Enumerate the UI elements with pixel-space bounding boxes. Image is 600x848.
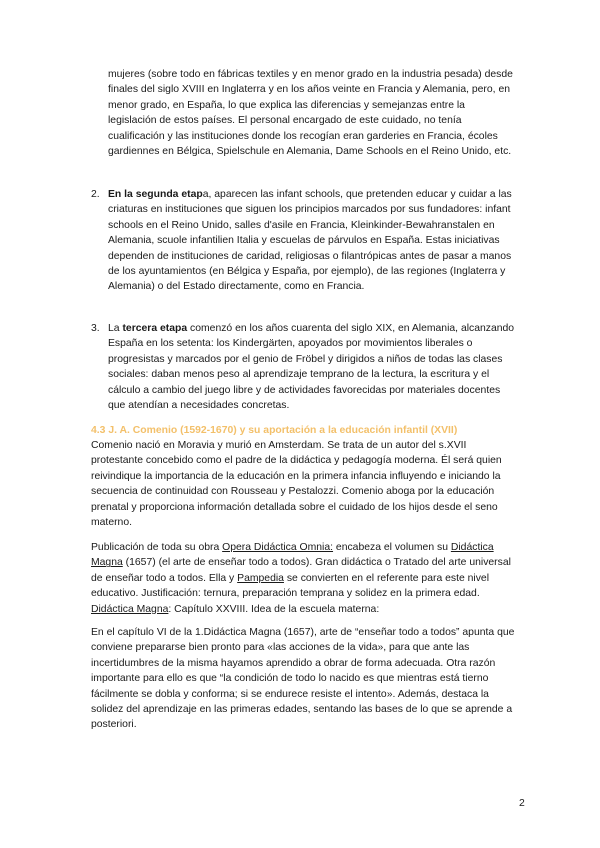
chapter-vi-paragraph: En el capítulo VI de la 1.Didáctica Magna (1657), arte de “enseñar todo a todos” apunta que conviene prepararse bien pronto para «las acciones de la vida», para que ante las incertidumbres de la misma hayamos aprendido a obrar de forma adecuada. Otra razón importante para ello es que “la condición de todo lo nacido es que mientras está tierno fácilmente se dobla y conforma; si se endurece resiste el intento». Además, destaca la solidez del aprendizaje en las primeras edades, sentando las bases de lo que se aprende a posteriori. xyxy=(91,627,515,731)
list-item-text: a, aparecen las infant schools, que pretenden educar y cuidar a las criaturas en instituciones que siguen los principios marcados por sus fundadores: infant schools en el Reino Unido, salles d'asile en Francia, Kleinkinder-Bewahranstalen en Alemania, scuole infantilien Italia y escuelas de párvulos en España. Estas iniciativas dependen de instituciones de caridad, religiosas o filantrópicas antes de pasar a manos de los ayuntamientos (en Bélgica y España, por ejemplo), de las regiones (Inglaterra y Alemania) o del Estado directamente, como en Francia. xyxy=(108,189,512,293)
list-item-text: comenzó en los años cuarenta del siglo XIX, en Alemania, alcanzando España en los setenta: los Kindergärten, apoyados por movimientos liberales o progresistas y marcados por el genio de Fröbel y dirigidos a niños de todas las clases sociales: daban menos peso al aprendizaje temprano de la lectura, la escritura y el cálculo a cambio del juego libre y de actividades favorecidas por materiales docentes que atendían a necesidades concretas. xyxy=(108,323,515,412)
work-title-opera-didactica-omnia: Opera Didáctica Omnia: xyxy=(222,542,334,553)
list-item-body xyxy=(108,187,515,295)
intro-paragraph: mujeres (sobre todo en fábricas textiles y en menor grado en la industria pesada) desde finales del siglo XVIII en Inglaterra y en los años veinte en Francia y Alemania, pero, en menor grado, en España, lo que explica las diferencias y semejanzas entre la legislación de estos países. El personal encargado de este cuidado, no tenía cualificación y las instituciones donde los recogían eran garderies en Francia, écoles gardiennes en Bélgica, Spielschule en Alemania, Dame Schools en el Reino Unido, etc. xyxy=(108,69,513,158)
work-title-didactica-magna: Didáctica Magna xyxy=(91,542,494,569)
list-item-bold-term: En la segunda etap xyxy=(108,189,203,200)
text-run: Publicación de toda su obra xyxy=(91,542,223,553)
text-run: (1657) (el arte de enseñar todo a todos). Gran didáctica o Tratado del arte universal de enseñar todo a todos. Ella y xyxy=(91,557,511,584)
list-number: 2. xyxy=(91,189,100,200)
list-item-third-stage xyxy=(91,321,515,413)
work-title-pampedia: Pampedia xyxy=(237,572,284,584)
list-item-second-stage xyxy=(91,187,515,295)
didactica-magna-paragraph xyxy=(91,540,515,617)
comenio-bio-paragraph: Comenio nació en Moravia y murió en Amsterdam. Se trata de un autor del s.XVII protestante concebido como el padre de la didáctica y pedagogía moderna. Él será quien reivindique la importancia de la educación en la primera infancia influyendo e iniciando la secuencia de continuidad con Rousseau y Pestalozzi. Comenio aboga por la educación prenatal y proporciona información detallada sobre el cuidado de los hijos desde el seno materno. xyxy=(91,440,502,529)
text-run: : Capítulo XXVIII. Idea de la escuela materna: xyxy=(168,603,380,615)
section-heading: 4.3 J. A. Comenio (1592-1670) y su aportación a la educación infantil (XVII) xyxy=(91,425,458,436)
list-number: 3. xyxy=(91,323,100,334)
page-number: 2 xyxy=(519,798,525,809)
list-item-bold-term: tercera etapa xyxy=(122,323,188,334)
list-item-prefix: La xyxy=(108,323,123,334)
work-title-didactica-magna: Didáctica Magna xyxy=(91,603,169,615)
list-item-body xyxy=(108,321,515,413)
text-run: se convierten en el referente para este nivel educativo. Justificación: ternura, preparación temprana y solidez en la primera edad. xyxy=(91,572,490,600)
text-run: encabeza el volumen su xyxy=(333,542,451,553)
